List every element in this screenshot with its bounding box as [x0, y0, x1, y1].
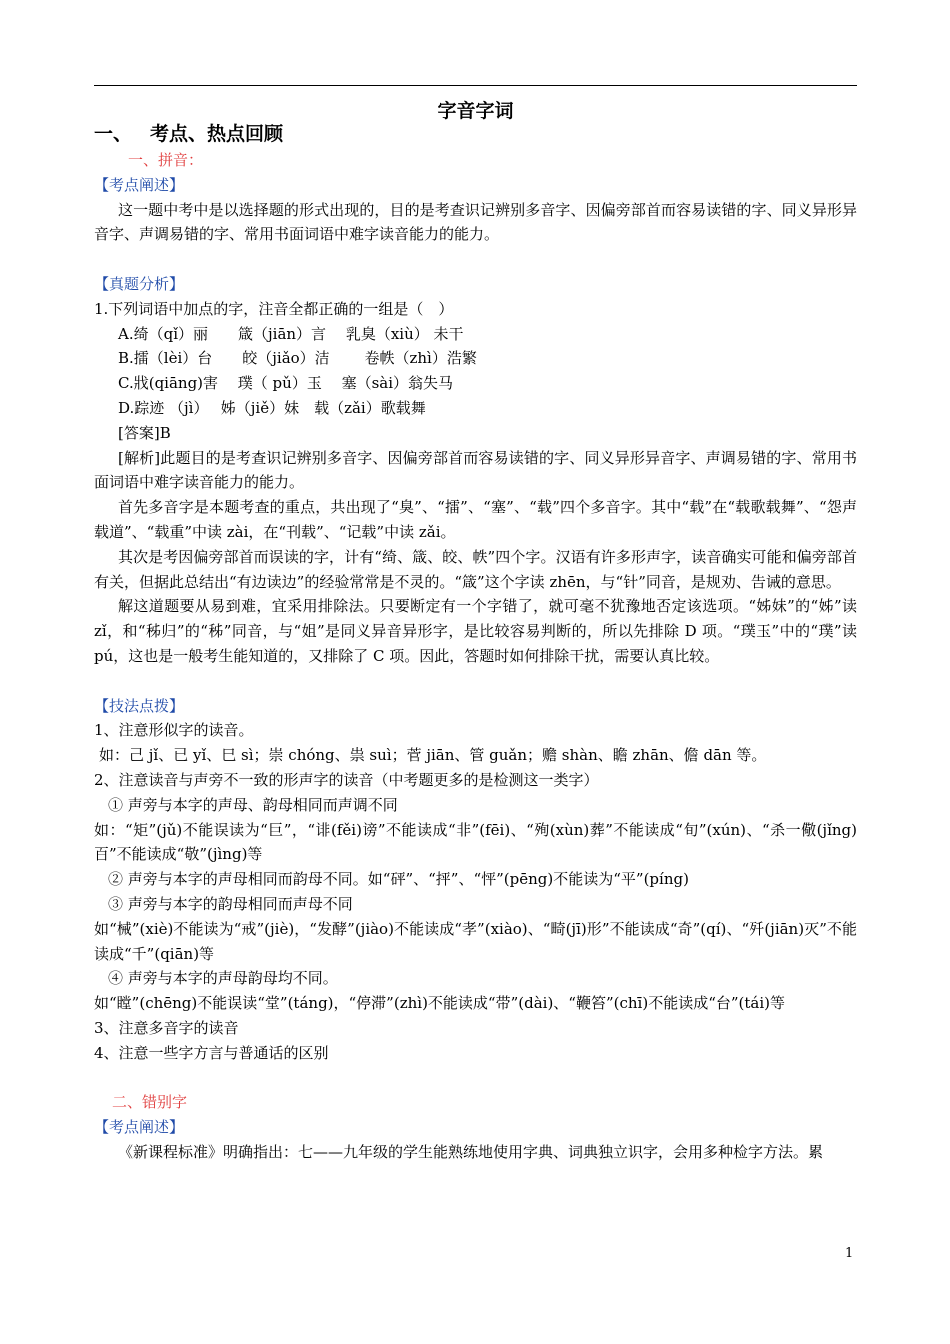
spacer	[94, 669, 857, 694]
tip-subitem: ③ 声旁与本字的韵母相同而声母不同	[108, 894, 353, 913]
doc-title: 字音字词	[437, 100, 514, 122]
tag-zhenti: 【真题分析】	[94, 274, 185, 293]
tag-kaodian-1: 【考点阐述】	[94, 175, 185, 194]
option-d: D.踪迹 （jì） 姊（jiě）妹 载（zǎi）歌载舞	[118, 398, 426, 417]
option-c: C.戕(qiāng)害 璞（ pǔ）玉 塞（sài）翁失马	[118, 374, 454, 393]
answer-text: [答案]B	[118, 423, 171, 442]
analysis-paragraph: [解析]此题目的是考查识记辨别多音字、因偏旁部首而容易读错的字、同义异形异音字、声调易错的字、常用书面词语中难字读音能力的能力。	[94, 448, 857, 492]
subheading-typos: 二、错别字	[112, 1093, 188, 1112]
tip-example: 如：“矩”(jǔ)不能误读为“巨”，“诽(fěi)谤”不能读成“非”(fēi)、“殉(xùn)葬”不能读成“旬”(xún)、“杀一儆(jǐng)百”不能读成“敬”(jìng)等	[94, 820, 857, 864]
spacer	[94, 247, 857, 272]
header-rule	[94, 85, 857, 86]
tip-item: 3、注意多音字的读音	[94, 1018, 239, 1037]
tip-item: 1、注意形似字的读音。	[94, 721, 254, 740]
question-text: 1.下列词语中加点的字，注音全都正确的一组是（ ）	[94, 299, 454, 318]
analysis-paragraph: 首先多音字是本题考查的重点，共出现了“臭”、“擂”、“塞”、“载”四个多音字。其中“载”在“载歌载舞”、“怨声载道”、“载重”中读 zài，在“刊载”、“记载”中读 zǎi。	[94, 498, 857, 541]
tag-kaodian-2: 【考点阐述】	[94, 1118, 185, 1137]
tip-example: 如：己 jǐ、已 yǐ、巳 sì；崇 chóng、祟 suì；菅 jiān、管 guǎn；赡 shàn、瞻 zhān、儋 dān 等。	[99, 746, 767, 765]
kaodian-text-1: 这一题中考中是以选择题的形式出现的，目的是考查识记辨别多音字、因偏旁部首而容易读错的字、同义异形异音字、声调易错的字、常用书面词语中难字读音能力的能力。	[94, 200, 857, 244]
subheading-pinyin: 一、拼音：	[128, 151, 204, 169]
spacer	[94, 1065, 857, 1090]
tip-item: 2、注意读音与声旁不一致的形声字的读音（中考题更多的是检测这一类字）	[94, 770, 599, 789]
analysis-paragraph: 解这道题要从易到难，宜采用排除法。只要断定有一个字错了，就可毫不犹豫地否定该选项。“姊妹”的“姊”读 zǐ，和“秭归”的“秭”同音，与“姐”是同义异音异形字，是比较容易判断的，所以先排除 D 项。“璞玉”中的“璞”读 pú，这也是一般考生能知道的，又排除了 C 项。因此，答题时如何排除干扰，需要认真比较。	[94, 597, 857, 665]
tip-item: 4、注意一些字方言与普通话的区别	[94, 1043, 329, 1062]
document-page	[94, 0, 857, 1344]
kaodian-text-2: 《新课程标准》明确指出：七——九年级的学生能熟练地使用字典、词典独立识字，会用多种检字方法。累	[118, 1142, 824, 1161]
page-number: 1	[845, 1246, 854, 1261]
section-heading-1	[94, 120, 857, 148]
tip-subitem: ④ 声旁与本字的声母韵母均不同。	[108, 969, 338, 988]
analysis-paragraph: 其次是考因偏旁部首而误读的字，计有“绮、箴、皎、帙”四个字。汉语有许多形声字，读音确实可能和偏旁部首有关，但据此总结出“有边读边”的经验常常是不灵的。“箴”这个字读 zhēn，与“针”同音，是规劝、告诫的意思。	[94, 547, 857, 591]
doc-body	[94, 120, 857, 1165]
option-b: B.擂（lèi）台 皎（jiǎo）洁 卷帙（zhì）浩繁	[118, 349, 477, 368]
section-title: 考点、热点回顾	[150, 123, 284, 145]
tag-jifa: 【技法点拨】	[94, 696, 185, 715]
option-a: A.绮（qǐ）丽 箴（jiān）言 乳臭（xiù） 未干	[118, 324, 464, 343]
tip-subitem: ② 声旁与本字的声母相同而韵母不同。如“砰”、“抨”、“怦”(pēng)不能读为“平”(píng)	[108, 870, 689, 889]
tip-example: 如“瞠”(chēng)不能误读“堂”(táng)，“停滞”(zhì)不能读成“带”(dài)、“鞭笞”(chī)不能读成“台”(tái)等	[94, 994, 786, 1013]
tip-example: 如“械”(xiè)不能读为“戒”(jiè)，“发酵”(jiào)不能读成“孝”(xiào)、“畸(jī)形”不能读成“奇”(qí)、“歼(jiān)灭”不能读成“千”(qiān)等	[94, 919, 857, 963]
section-number: 一、	[94, 123, 133, 145]
tip-subitem: ① 声旁与本字的声母、韵母相同而声调不同	[108, 795, 398, 814]
